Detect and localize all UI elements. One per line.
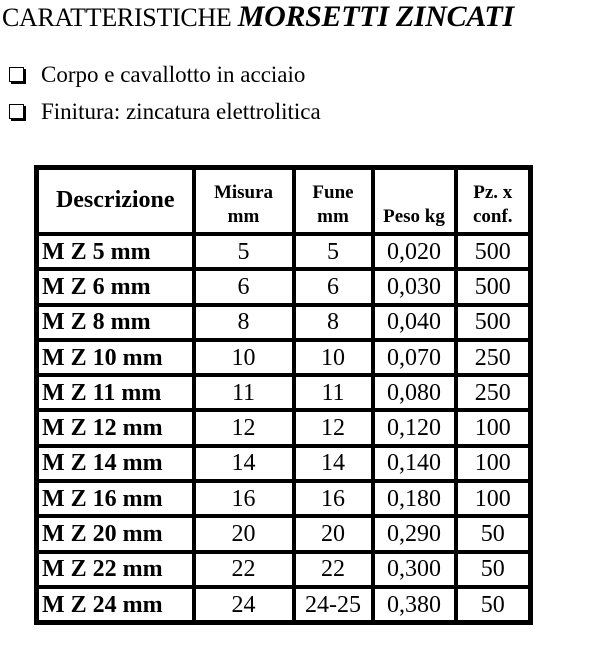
cell-peso: 0,020 bbox=[373, 234, 456, 269]
cell-pz: 100 bbox=[456, 481, 531, 516]
cell-descrizione: M Z 16 mm bbox=[37, 481, 194, 516]
header-descrizione: Descrizione bbox=[37, 168, 194, 235]
feature-text: Corpo e cavallotto in acciaio bbox=[41, 61, 306, 87]
cell-pz: 250 bbox=[456, 340, 531, 375]
cell-pz: 500 bbox=[456, 234, 531, 269]
cell-fune: 22 bbox=[294, 552, 373, 587]
cell-peso: 0,300 bbox=[373, 552, 456, 587]
table-row bbox=[37, 516, 531, 551]
cell-fune: 5 bbox=[294, 234, 373, 269]
cell-descrizione: M Z 5 mm bbox=[37, 234, 194, 269]
cell-descrizione: M Z 6 mm bbox=[37, 269, 194, 304]
cell-descrizione: M Z 22 mm bbox=[37, 552, 194, 587]
feature-list bbox=[8, 56, 321, 130]
table-row bbox=[37, 481, 531, 516]
cell-pz: 100 bbox=[456, 410, 531, 445]
table-row bbox=[37, 340, 531, 375]
cell-peso: 0,120 bbox=[373, 410, 456, 445]
cell-misura: 6 bbox=[194, 269, 294, 304]
cell-misura: 10 bbox=[194, 340, 294, 375]
cell-misura: 20 bbox=[194, 516, 294, 551]
checkbox-icon bbox=[9, 67, 24, 82]
cell-pz: 500 bbox=[456, 269, 531, 304]
cell-misura: 16 bbox=[194, 481, 294, 516]
header-misura: Misura mm bbox=[194, 168, 294, 235]
cell-misura: 8 bbox=[194, 305, 294, 340]
table-row bbox=[37, 305, 531, 340]
table-row bbox=[37, 234, 531, 269]
cell-misura: 12 bbox=[194, 410, 294, 445]
cell-descrizione: M Z 8 mm bbox=[37, 305, 194, 340]
cell-peso: 0,030 bbox=[373, 269, 456, 304]
cell-peso: 0,290 bbox=[373, 516, 456, 551]
page-title bbox=[2, 0, 514, 35]
cell-descrizione: M Z 12 mm bbox=[37, 410, 194, 445]
cell-descrizione: M Z 10 mm bbox=[37, 340, 194, 375]
cell-pz: 50 bbox=[456, 587, 531, 623]
feature-item bbox=[8, 56, 321, 93]
specs-table bbox=[34, 165, 533, 625]
table-row bbox=[37, 446, 531, 481]
cell-fune: 11 bbox=[294, 375, 373, 410]
cell-descrizione: M Z 20 mm bbox=[37, 516, 194, 551]
table-row bbox=[37, 269, 531, 304]
cell-pz: 50 bbox=[456, 516, 531, 551]
header-pz: Pz. x conf. bbox=[456, 168, 531, 235]
cell-pz: 500 bbox=[456, 305, 531, 340]
cell-misura: 14 bbox=[194, 446, 294, 481]
checkbox-icon bbox=[9, 104, 24, 119]
table-row bbox=[37, 410, 531, 445]
cell-peso: 0,180 bbox=[373, 481, 456, 516]
header-fune: Fune mm bbox=[294, 168, 373, 235]
cell-peso: 0,380 bbox=[373, 587, 456, 623]
cell-descrizione: M Z 14 mm bbox=[37, 446, 194, 481]
header-peso: Peso kg bbox=[373, 168, 456, 235]
cell-fune: 24-25 bbox=[294, 587, 373, 623]
feature-item bbox=[8, 93, 321, 130]
cell-pz: 50 bbox=[456, 552, 531, 587]
cell-fune: 14 bbox=[294, 446, 373, 481]
table-row bbox=[37, 587, 531, 623]
cell-descrizione: M Z 11 mm bbox=[37, 375, 194, 410]
cell-peso: 0,080 bbox=[373, 375, 456, 410]
cell-descrizione: M Z 24 mm bbox=[37, 587, 194, 623]
table-header-row bbox=[37, 168, 531, 235]
table-row bbox=[37, 375, 531, 410]
cell-peso: 0,140 bbox=[373, 446, 456, 481]
cell-peso: 0,040 bbox=[373, 305, 456, 340]
cell-fune: 8 bbox=[294, 305, 373, 340]
cell-misura: 22 bbox=[194, 552, 294, 587]
cell-misura: 24 bbox=[194, 587, 294, 623]
cell-pz: 250 bbox=[456, 375, 531, 410]
cell-fune: 6 bbox=[294, 269, 373, 304]
title-product: MORSETTI ZINCATI bbox=[237, 0, 514, 33]
cell-peso: 0,070 bbox=[373, 340, 456, 375]
cell-fune: 12 bbox=[294, 410, 373, 445]
cell-pz: 100 bbox=[456, 446, 531, 481]
cell-fune: 16 bbox=[294, 481, 373, 516]
cell-misura: 5 bbox=[194, 234, 294, 269]
title-prefix: CARATTERISTICHE bbox=[2, 3, 232, 32]
feature-text: Finitura: zincatura elettrolitica bbox=[41, 98, 321, 124]
cell-fune: 10 bbox=[294, 340, 373, 375]
cell-misura: 11 bbox=[194, 375, 294, 410]
table-row bbox=[37, 552, 531, 587]
cell-fune: 20 bbox=[294, 516, 373, 551]
